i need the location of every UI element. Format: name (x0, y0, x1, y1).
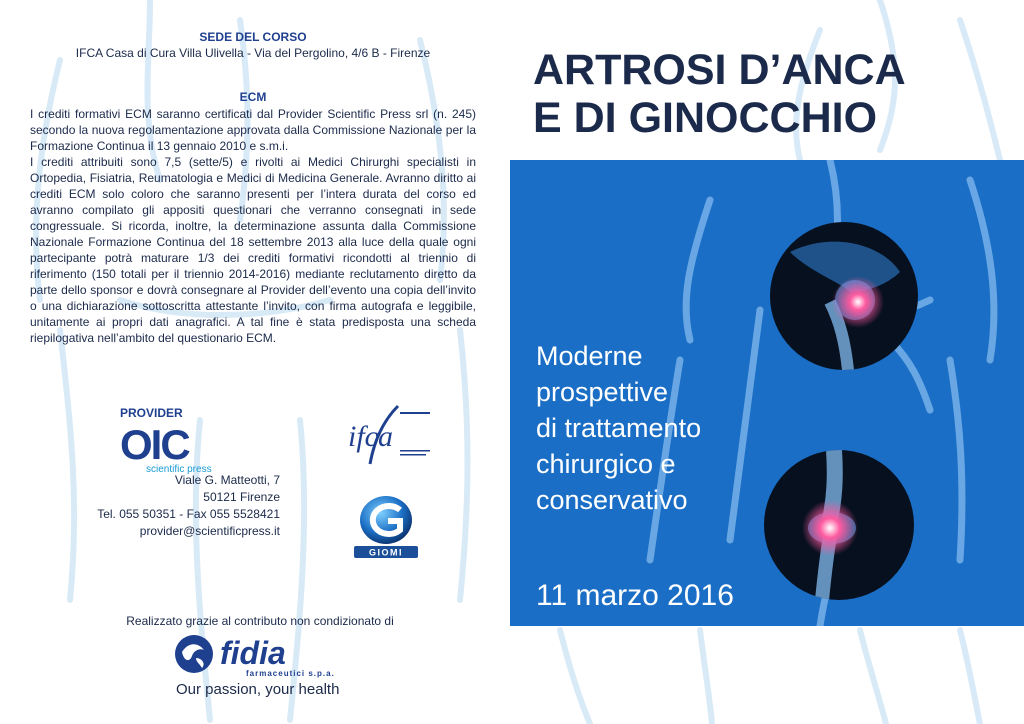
provider-contact (40, 472, 280, 540)
subtitle-line-4: chirurgico e (536, 449, 676, 479)
fidia-subtitle: farmaceutici s.p.a. (246, 669, 335, 678)
knee-joint-image (764, 450, 914, 600)
cover-title (533, 46, 1003, 142)
provider-phone: Tel. 055 50351 - Fax 055 5528421 (97, 507, 280, 521)
ecm-title: ECM (239, 90, 267, 104)
ecm-description (30, 106, 476, 346)
subtitle-line-2: prospettive (536, 377, 669, 407)
subtitle-line-1: Moderne (536, 341, 643, 371)
cover-title-line-2: E DI GINOCCHIO (533, 94, 878, 142)
ecm-paragraph-1: I crediti formativi ECM saranno certificati dal Provider Scientific Press srl (n. 245) secondo la nuova regolamentazione approvata dalla Commissione Nazionale per la Formazione Continua il 13 gennaio 2010 e s.m.i. (30, 107, 476, 153)
fidia-name: fidia (220, 635, 286, 671)
ifca-logo-text: ifca (348, 420, 393, 453)
fidia-slogan: Our passion, your health (176, 681, 340, 698)
fidia-logo (174, 632, 364, 702)
event-date: 11 marzo 2016 (536, 579, 734, 612)
provider-street: Viale G. Matteotti, 7 (174, 473, 280, 487)
cover-title-line-1: ARTROSI D’ANCA (533, 46, 906, 94)
oic-logo-letters: OIC (120, 421, 189, 468)
ecm-paragraph-2: I crediti attribuiti sono 7,5 (sette/5) e rivolti ai Medici Chirurghi specialisti in Ortopedia, Fisiatria, Reumatologia e Medici di Medicina Generale. Avranno diritto ai crediti ECM solo coloro che saranno presenti per l’intera durata del corso ed avranno compilato gli appositi questionari che verranno consegnati in sede congressuale. Si ricorda, inoltre, la determinazione assunta dalla Commissione Nazionale Formazione Continua del 18 settembre 2013 alla luce della quale ogni partecipante potrà maturare 1/3 dei crediti formativi ricondotti al triennio di riferimento (150 totali per il triennio 2014-2016) mediante reclutamento diretto da parte dello sponsor e dovrà consegnare al Provider dell’evento una copia dell’invito o una dichiarazione sottoscritta attestante l’invito, con firma autografa e leggibile, unitamente ai propri dati anagrafici. A tal fine è stata predisposta una scheda riepilogativa nell’ambito del questionario ECM. (30, 155, 476, 345)
venue-title: SEDE DEL CORSO (199, 30, 307, 44)
provider-block (40, 406, 280, 538)
provider-email: provider@scientificpress.it (139, 524, 280, 538)
hip-joint-image (770, 222, 918, 370)
ifca-logo (340, 402, 440, 468)
giomi-logo (348, 494, 424, 566)
cover-subtitle (536, 338, 776, 518)
oic-scientific-press-logo (120, 421, 230, 476)
subtitle-line-5: conservativo (536, 485, 688, 515)
left-panel (30, 30, 476, 346)
giomi-logo-text: GIOMI (369, 547, 403, 558)
subtitle-line-3: di trattamento (536, 413, 702, 443)
sponsor-statement: Realizzato grazie al contributo non condizionato di (126, 614, 394, 628)
provider-title: PROVIDER (120, 406, 183, 420)
venue-address: IFCA Casa di Cura Villa Ulivella - Via del Pergolino, 4/6 B - Firenze (75, 46, 431, 60)
oic-logo-subtitle: scientific press (146, 464, 212, 475)
provider-city: 50121 Firenze (203, 490, 280, 504)
